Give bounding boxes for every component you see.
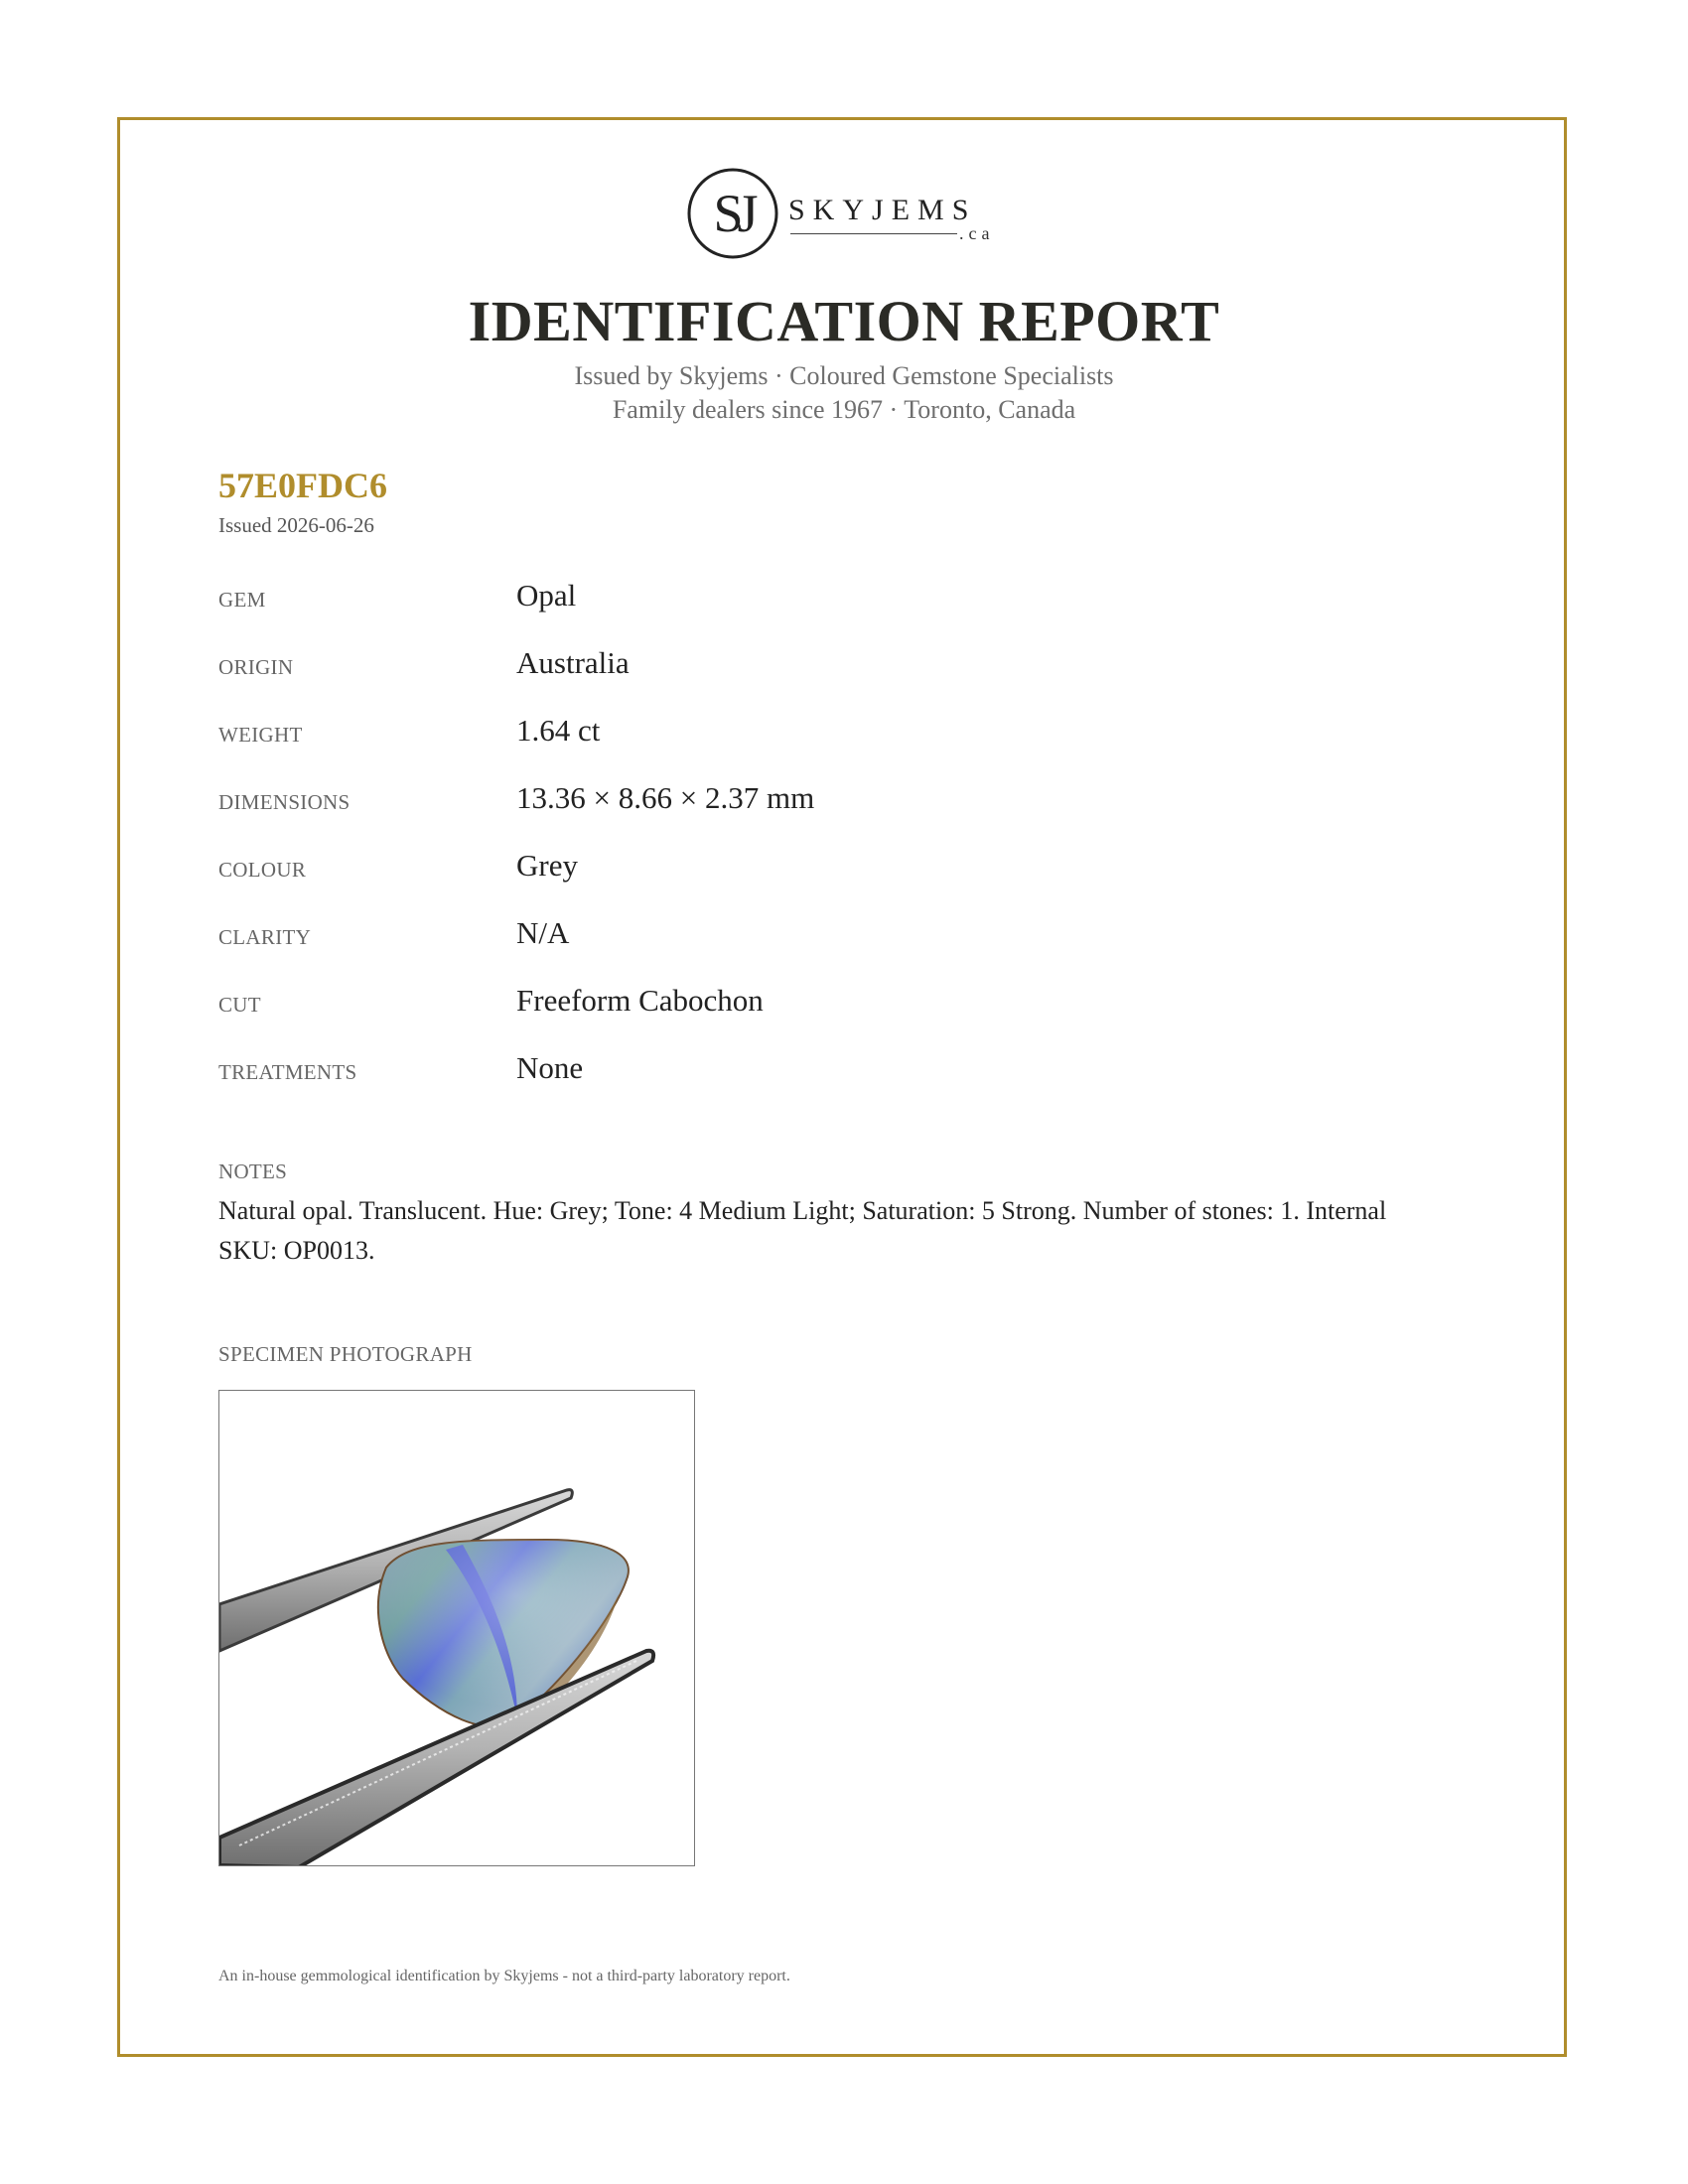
detail-label-cut: CUT bbox=[218, 993, 261, 1017]
detail-value-clarity: N/A bbox=[516, 915, 570, 950]
opal-specimen-photo bbox=[219, 1391, 695, 1866]
detail-value-colour: Grey bbox=[516, 848, 578, 883]
logo-tld: .ca bbox=[959, 223, 995, 243]
detail-value-cut: Freeform Cabochon bbox=[516, 983, 764, 1018]
logo-brand-name: SKYJEMS bbox=[788, 194, 977, 226]
issued-date: Issued 2026-06-26 bbox=[218, 513, 374, 537]
detail-value-origin: Australia bbox=[516, 645, 630, 680]
brand-logo bbox=[685, 166, 1003, 261]
page-title: IDENTIFICATION REPORT bbox=[468, 289, 1220, 353]
detail-value-gem: Opal bbox=[516, 578, 577, 613]
detail-label-weight: WEIGHT bbox=[218, 723, 303, 747]
report-id: 57E0FDC6 bbox=[218, 466, 387, 505]
detail-label-gem: GEM bbox=[218, 588, 266, 612]
detail-label-colour: COLOUR bbox=[218, 858, 307, 882]
photo-label: SPECIMEN PHOTOGRAPH bbox=[218, 1342, 473, 1366]
detail-label-clarity: CLARITY bbox=[218, 925, 312, 949]
detail-label-origin: ORIGIN bbox=[218, 655, 294, 679]
logo-monogram: SJ bbox=[713, 184, 753, 243]
logo-rule bbox=[790, 233, 957, 234]
detail-value-treatments: None bbox=[516, 1050, 584, 1085]
notes-label: NOTES bbox=[218, 1160, 288, 1183]
subtitle-line-1: Issued by Skyjems · Coloured Gemstone Specialists bbox=[574, 361, 1114, 390]
detail-label-treatments: TREATMENTS bbox=[218, 1060, 357, 1084]
footer-disclaimer: An in-house gemmological identification by Skyjems - not a third-party laboratory report. bbox=[218, 1968, 790, 1984]
detail-value-weight: 1.64 ct bbox=[516, 713, 601, 748]
specimen-photo bbox=[218, 1390, 695, 1866]
notes-text: Natural opal. Translucent. Hue: Grey; Tone: 4 Medium Light; Saturation: 5 Strong. Number of stones: 1. Internal SKU: OP0013. bbox=[218, 1196, 1387, 1265]
subtitle-line-2: Family dealers since 1967 · Toronto, Canada bbox=[612, 395, 1076, 424]
detail-value-dimensions: 13.36 × 8.66 × 2.37 mm bbox=[516, 780, 815, 815]
sj-monogram-icon bbox=[685, 166, 780, 261]
detail-label-dimensions: DIMENSIONS bbox=[218, 790, 351, 814]
